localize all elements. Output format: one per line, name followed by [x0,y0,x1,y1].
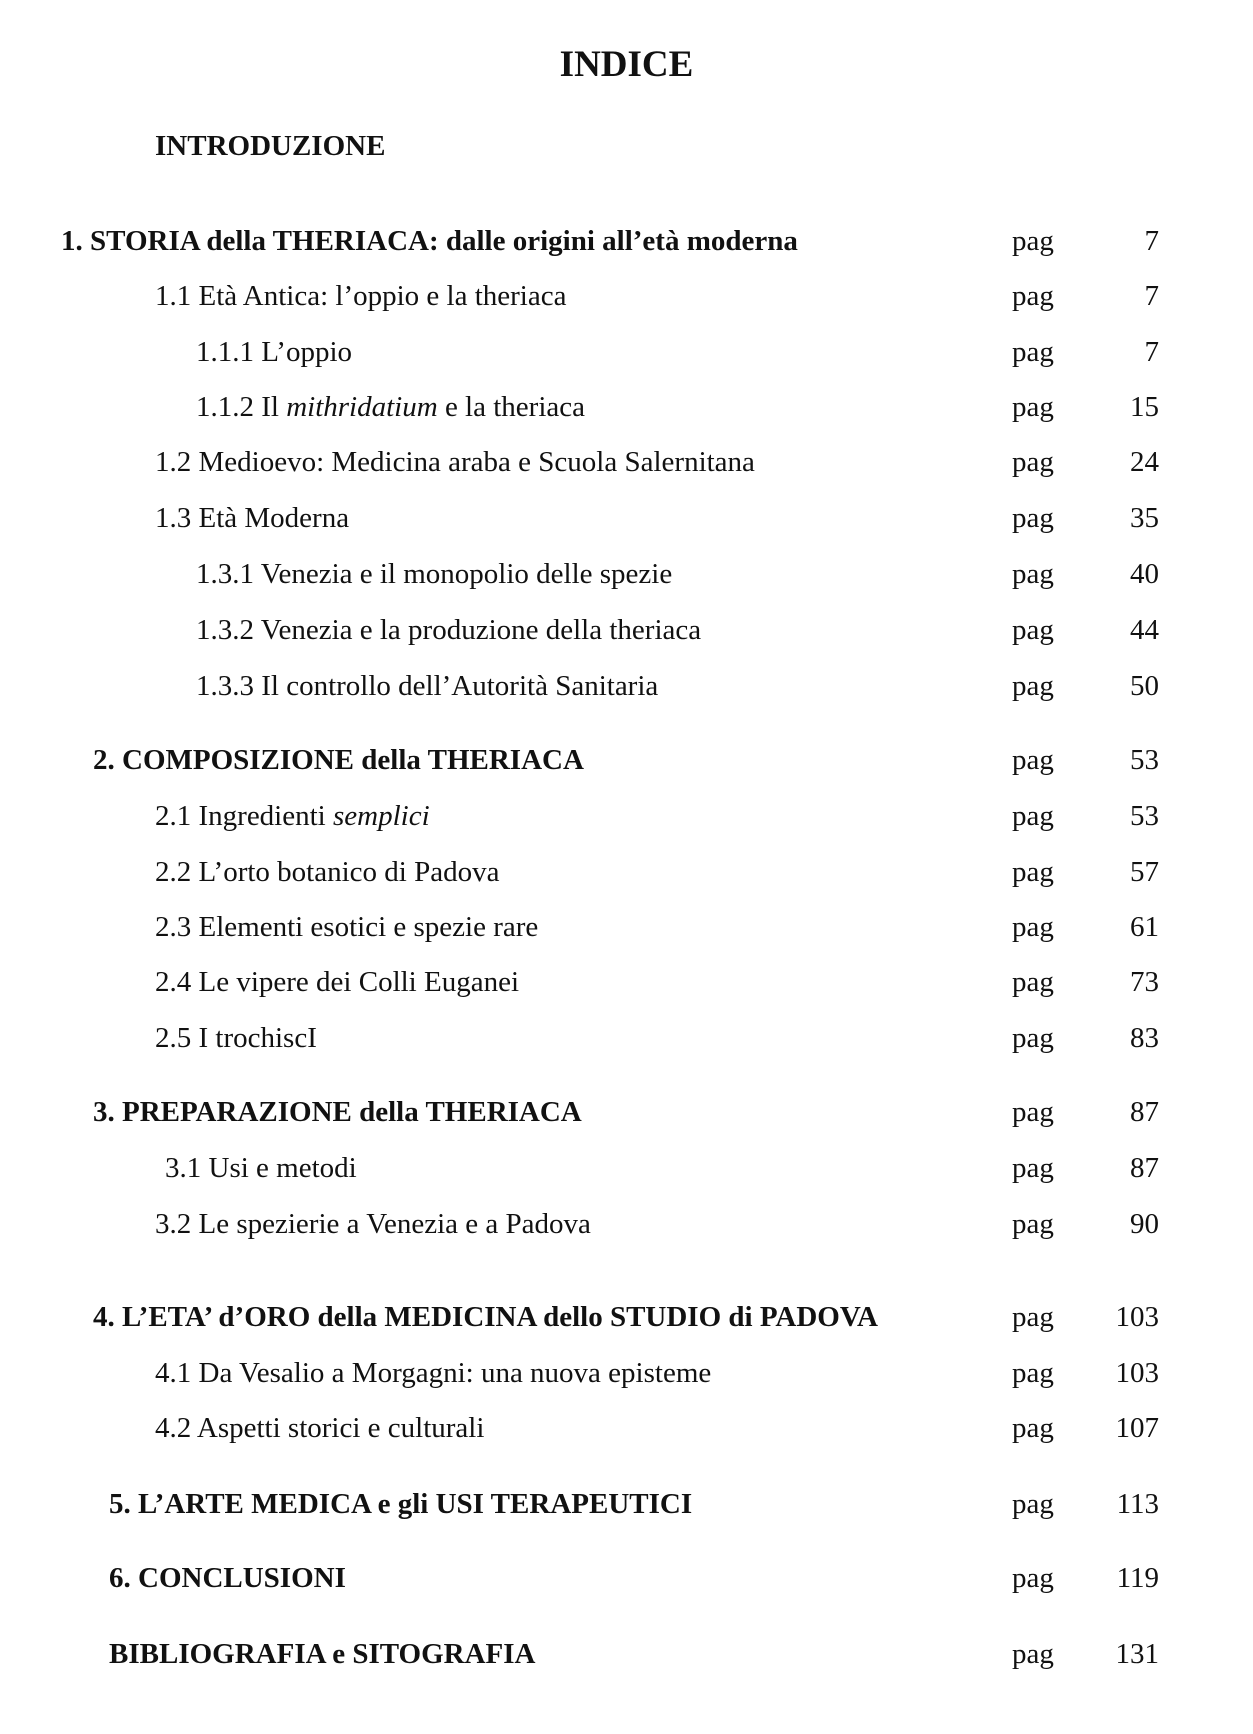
toc-entry-pag: pag [1012,336,1054,368]
toc-entry-page: 50 [1130,670,1159,702]
toc-entry-label: 3.2 Le spezierie a Venezia e a Padova [155,1208,591,1240]
toc-entry-label: 1.1 Età Antica: l’oppio e la theriaca [155,280,567,312]
toc-entry-label: 4.1 Da Vesalio a Morgagni: una nuova episteme [155,1357,712,1389]
toc-entry-pag: pag [1012,670,1054,702]
toc-entry-page: 15 [1130,391,1159,423]
toc-entry-pag: pag [1012,502,1054,534]
toc-entry-label: 1. STORIA della THERIACA: dalle origini all’età moderna [61,225,798,257]
toc-entry-page: 53 [1130,744,1159,776]
toc-entry-pag: pag [1012,744,1054,776]
toc-entry-page: 24 [1130,446,1159,478]
toc-entry-pag: pag [1012,614,1054,646]
toc-entry-page: 61 [1130,911,1159,943]
toc-entry-page: 107 [1115,1412,1159,1444]
toc-entry-page: 73 [1130,966,1159,998]
toc-entry-label: 2.1 Ingredienti semplici [155,800,430,832]
toc-entry-page: 119 [1116,1562,1159,1594]
toc-entry-pag: pag [1012,1488,1054,1520]
toc-entry-label: 1.2 Medioevo: Medicina araba e Scuola Salernitana [155,446,755,478]
toc-entry-page: 44 [1130,614,1159,646]
toc-entry-page: 113 [1116,1488,1159,1520]
toc-entry-page: 7 [1144,336,1159,368]
toc-entry-page: 87 [1130,1152,1159,1184]
toc-entry-label: 6. CONCLUSIONI [109,1562,346,1594]
toc-entry-pag: pag [1012,1301,1054,1333]
toc-entry-page: 90 [1130,1208,1159,1240]
toc-entry-pag: pag [1012,1022,1054,1054]
toc-entry-label: 1.1.2 Il mithridatium e la theriaca [196,391,585,423]
toc-entry-pag: pag [1012,1357,1054,1389]
toc-entry-pag: pag [1012,391,1054,423]
toc-introduction: INTRODUZIONE [155,130,386,162]
toc-entry-label: 4.2 Aspetti storici e culturali [155,1412,485,1444]
toc-entry-pag: pag [1012,1638,1054,1670]
toc-entry-label: 2.5 I trochiscI [155,1022,317,1054]
toc-entry-page: 57 [1130,856,1159,888]
toc-entry-pag: pag [1012,558,1054,590]
toc-entry-page: 87 [1130,1096,1159,1128]
toc-entry-pag: pag [1012,800,1054,832]
toc-entry-label: BIBLIOGRAFIA e SITOGRAFIA [109,1638,536,1670]
toc-entry-page: 7 [1144,280,1159,312]
toc-entry-label: 1.3.3 Il controllo dell’Autorità Sanitaria [196,670,659,702]
toc-entry-pag: pag [1012,280,1054,312]
toc-entry-label: 2.3 Elementi esotici e spezie rare [155,911,539,943]
toc-entry-pag: pag [1012,1412,1054,1444]
toc-entry-label: 1.3 Età Moderna [155,502,350,534]
toc-entry-pag: pag [1012,1152,1054,1184]
toc-entry-italic: semplici [332,800,430,832]
toc-entry-page: 131 [1115,1638,1159,1670]
toc-entry-italic: mithridatium [286,391,438,423]
toc-entry-pag: pag [1012,1208,1054,1240]
toc-entry-pag: pag [1012,446,1054,478]
toc-entry-pag: pag [1012,966,1054,998]
toc-entry-label: 1.3.2 Venezia e la produzione della theriaca [196,614,702,646]
toc-entry-label: 1.3.1 Venezia e il monopolio delle spezie [196,558,673,590]
toc-entry-label: 4. L’ETA’ d’ORO della MEDICINA dello STUDIO di PADOVA [93,1301,878,1333]
toc-entry-label: 2. COMPOSIZIONE della THERIACA [93,744,584,776]
toc-entry-pag: pag [1012,856,1054,888]
toc-entry-page: 103 [1115,1301,1159,1333]
toc-entry-page: 35 [1130,502,1159,534]
toc-entry-label: 2.4 Le vipere dei Colli Euganei [155,966,520,998]
toc-entry-pag: pag [1012,1096,1054,1128]
toc-entry-pag: pag [1012,1562,1054,1594]
toc-entry-label: 3. PREPARAZIONE della THERIACA [93,1096,582,1128]
toc-entry-pag: pag [1012,911,1054,943]
toc-entry-label: 1.1.1 L’oppio [196,336,353,368]
toc-entry-page: 40 [1130,558,1159,590]
toc-entry-page: 7 [1144,225,1159,257]
toc-entry-pag: pag [1012,225,1054,257]
page-title: INDICE [559,44,694,85]
toc-entry-page: 103 [1115,1357,1159,1389]
toc-entry-page: 83 [1130,1022,1159,1054]
toc-entry-label: 5. L’ARTE MEDICA e gli USI TERAPEUTICI [109,1488,693,1520]
toc-entry-label: 3.1 Usi e metodi [165,1152,357,1184]
toc-entry-page: 53 [1130,800,1159,832]
toc-entry-label: 2.2 L’orto botanico di Padova [155,856,500,888]
